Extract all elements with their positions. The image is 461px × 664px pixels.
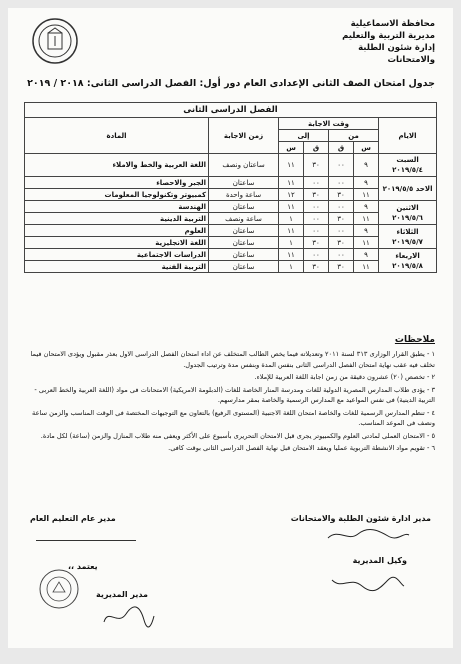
answer-time-header: وقت الاجابة [279, 118, 379, 130]
subject-column-header: المادة [25, 118, 209, 154]
to-minute-cell: ٠٠ [304, 201, 329, 213]
from-hour-cell: ١١ [354, 261, 379, 273]
subject-cell: اللغة الانجليزية [25, 237, 209, 249]
to-minute-cell: ٣٠ [304, 189, 329, 201]
subject-cell: التربية الدينية [25, 213, 209, 225]
exam-schedule-document [8, 8, 453, 648]
governorate-line: محافظة الاسماعيلية [350, 19, 435, 29]
day-cell: الاثنين ٢٠١٩/٥/٦ [379, 201, 437, 225]
duration-column-header: زمن الاجابة [209, 118, 279, 154]
to-minute-cell: ٣٠ [304, 154, 329, 177]
from-minute-cell: ٣٠ [329, 213, 354, 225]
duration-cell: ساعة واحدة [209, 189, 279, 201]
from-hour-cell: ٩ [354, 249, 379, 261]
to-hour-cell: ١ [279, 213, 304, 225]
to-hour-cell: ١ [279, 237, 304, 249]
general-director-signature-title: مدير عام التعليم العام [30, 514, 116, 523]
to-hour-cell: ١١ [279, 249, 304, 261]
day-cell: الاربعاء ٢٠١٩/٥/٨ [379, 249, 437, 273]
to-minute-cell: ٠٠ [304, 177, 329, 189]
from-minute-cell: ٣٠ [329, 237, 354, 249]
table-row [25, 154, 437, 177]
semester-header: الفصل الدراسى الثانى [25, 103, 437, 118]
from-minute-cell: ٣٠ [329, 189, 354, 201]
to-hour-cell: ١ [279, 261, 304, 273]
from-hour-cell: ٩ [354, 154, 379, 177]
table-row [25, 189, 437, 201]
subject-cell: العلوم [25, 225, 209, 237]
table-row [25, 261, 437, 273]
from-minute-cell: ٠٠ [329, 154, 354, 177]
deputy-signature-title: وكيل المديرية [352, 556, 407, 565]
to-minute-cell: ٠٠ [304, 213, 329, 225]
document-title: جدول امتحان الصف الثانى الإعدادى العام دور أول: الفصل الدراسى الثانى: ٢٠١٨ / ٢٠١٩ [27, 78, 435, 89]
department-line: إدارة شئون الطلبة والامتحانات [358, 43, 435, 65]
approval-label: يعتمد ،، [68, 562, 98, 571]
from-minute-cell: ٠٠ [329, 201, 354, 213]
subject-cell: الهندسة [25, 201, 209, 213]
exam-schedule-table [24, 102, 437, 273]
director-signature-title: مدير المديرية [96, 590, 148, 599]
notes-heading: ملاحظات [394, 335, 435, 345]
issuer-header [315, 18, 435, 66]
from-minute-cell: ٠٠ [329, 225, 354, 237]
subject-cell: التربية الفنية [25, 261, 209, 273]
duration-cell: ساعتان [209, 261, 279, 273]
duration-cell: ساعتان [209, 249, 279, 261]
signature-line [36, 540, 136, 541]
table-row [25, 213, 437, 225]
duration-cell: ساعة ونصف [209, 213, 279, 225]
day-cell: الاحد ٢٠١٩/٥/٥ [379, 177, 437, 201]
to-hour-cell: ١١ [279, 177, 304, 189]
subject-cell: اللغة العربية والخط والاملاء [25, 154, 209, 177]
to-minute-cell: ٠٠ [304, 225, 329, 237]
from-header: من [329, 130, 379, 142]
handwritten-signature-icon [323, 526, 413, 544]
day-cell: الثلاثاء ٢٠١٩/٥/٧ [379, 225, 437, 249]
duration-cell: ساعتان [209, 201, 279, 213]
duration-cell: ساعتان ونصف [209, 154, 279, 177]
note-item: ٣ - يؤدى طلاب المدارس المصرية الدولية للغات ومدرسة المنار الخاصة للغات (الدبلومة الامريكية) الامتحانات فى مواد (اللغة العربية والخط العربى - التربية الدينية) فى نفس المواعيد مع المدارس الرسمية والخاصة بمقر مدارسهم. [34, 385, 435, 404]
from-hour-cell: ٩ [354, 177, 379, 189]
to-minute-cell: ٣٠ [304, 237, 329, 249]
table-row [25, 249, 437, 261]
subject-cell: الدراسات الاجتماعية [25, 249, 209, 261]
subject-cell: الجبر والاحصاء [25, 177, 209, 189]
to-hour-cell: ١١ [279, 154, 304, 177]
from-hour-cell: ١١ [354, 213, 379, 225]
from-hour-header: س [354, 142, 379, 154]
to-minute-cell: ٠٠ [304, 249, 329, 261]
note-item: ٦ - تقويم مواد الانشطة التربوية عمليا ويعقد الامتحان قبل نهاية الفصل الدراسى الثانى بوقت كافى. [168, 444, 435, 452]
from-minute-header: ق [329, 142, 354, 154]
subject-cell: كمبيوتر وتكنولوجيا المعلومات [25, 189, 209, 201]
from-hour-cell: ١١ [354, 237, 379, 249]
table-row [25, 225, 437, 237]
to-header: إلى [279, 130, 329, 142]
duration-cell: ساعتان [209, 225, 279, 237]
note-item: ٥ - الامتحان العملى لمادتى العلوم والكمبيوتر يجرى قبل الامتحان التحريرى بأسبوع على الأكثر ويعفى منه طلاب المنازل والزمن (ساعة) لكل مادة. [40, 431, 435, 440]
duration-cell: ساعتان [209, 177, 279, 189]
note-item: ١ - يطبق القرار الوزارى ٣١٣ لسنة ٢٠١١ وتعديلاته فيما يخص الطالب المتخلف عن اداء امتحان الفصل الدراسى الاول بعذر مقبول ويؤدى الامتحان فيما تخلف فيه عقب نهاية امتحان الفصل الدراسى الثانى بنفس المدة وبنفس مدة وترتيب الجدول. [30, 350, 435, 369]
from-minute-cell: ٣٠ [329, 261, 354, 273]
from-hour-cell: ٩ [354, 225, 379, 237]
days-column-header: الايام [379, 118, 437, 154]
to-hour-cell: ١٢ [279, 189, 304, 201]
table-row [25, 237, 437, 249]
official-stamp-icon [38, 568, 80, 610]
to-minute-cell: ٣٠ [304, 261, 329, 273]
students-affairs-signature-title: مدير ادارة شئون الطلبة والامتحانات [290, 514, 431, 523]
to-hour-cell: ١١ [279, 225, 304, 237]
handwritten-signature-icon [98, 604, 158, 630]
to-hour-cell: ١١ [279, 201, 304, 213]
duration-cell: ساعتان [209, 237, 279, 249]
table-row [25, 201, 437, 213]
from-hour-cell: ٩ [354, 201, 379, 213]
ministry-logo-icon [26, 16, 84, 66]
directorate-line: مديرية التربية والتعليم [342, 31, 435, 41]
from-hour-cell: ١١ [354, 189, 379, 201]
to-hour-header: س [279, 142, 304, 154]
table-row [25, 177, 437, 189]
note-item: ٢ - تخصص (٢٠) عشرون دقيقة من زمن اجابة اللغة العربية للإملاء. [254, 373, 435, 381]
to-minute-header: ق [304, 142, 329, 154]
day-cell: السبت ٢٠١٩/٥/٤ [379, 154, 437, 177]
note-item: ٤ - تنظم المدارس الرسمية للغات والخاصة امتحان اللغة الاجنبية (المستوى الرفيع) بالتعاون مع التوجيهات المختصة فى الوقت المناسب والزمن ساعة ونصف فى الموعد المناسب. [32, 408, 435, 427]
notes-list [25, 349, 435, 456]
from-minute-cell: ٠٠ [329, 177, 354, 189]
from-minute-cell: ٠٠ [329, 249, 354, 261]
handwritten-signature-icon [328, 574, 408, 592]
